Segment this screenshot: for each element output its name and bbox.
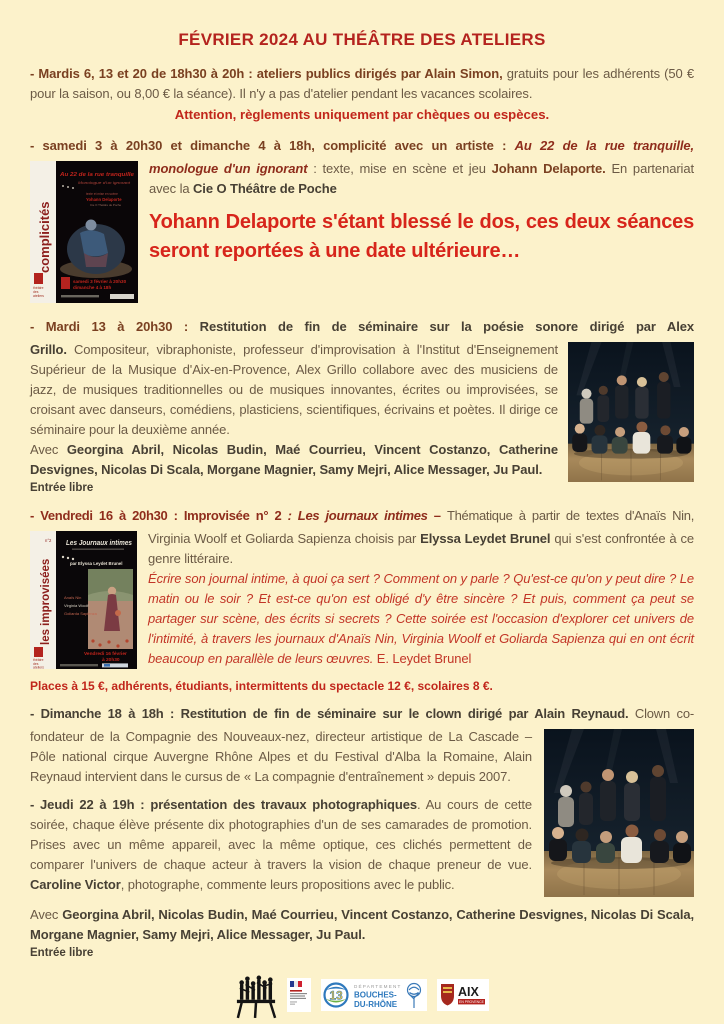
poesie-heading: - Mardi 13 à 20h30 : Restitution de fin de séminaire sur la poésie sonore dirigé par Alex <box>30 319 694 334</box>
poster2-side-sub2: des <box>33 662 39 666</box>
payment-notice: Attention, règlements uniquement par chèques ou espèces. <box>174 107 550 122</box>
complicite-heading: - samedi 3 à 20h30 et dimanche 4 à 18h, complicité avec un artiste : Au 22 de la rue tranquille, <box>30 138 695 153</box>
group-photo-graphic <box>544 729 694 897</box>
ensemble-photo-1 <box>568 342 694 482</box>
poesie-body: Grillo. Compositeur, vibraphoniste, professeur d'improvisation à l'Institut d'Enseignement Supérieur de la Musique d'Aix-en-Provence, Alex Grillo collabore avec des musiciens de jazz, de musiques traditionnelles ou de musiques innovantes, écrites ou improvisées, se croisant avec danseurs, comédiens, plasticiens, scientifiques, écrivains et poètes. Il dirige ce séminaire pour la deuxième année. <box>30 342 559 437</box>
poster1-date2: dimanche 4 à 18h <box>73 285 112 290</box>
clown-body: fondateur de la Compagnie des Nouveaux-nez, directeur artistique de La Cascade – Pôle national cirque Auvergne Rhône Alpes et du Festival d'Alba la Romaine, Alain Reynaud intervient dans le cursus de « La compagnie d'entraînement » depuis 2007. <box>30 729 532 784</box>
svg-text:13: 13 <box>329 988 343 1003</box>
page-title: FÉVRIER 2024 AU THÉÂTRE DES ATELIERS <box>178 30 546 49</box>
aix-sublabel: EN PROVENCE <box>459 1000 484 1005</box>
section-clown-et-travaux <box>30 704 694 961</box>
dept-line1: BOUCHES- <box>354 990 397 1000</box>
complicite-body: monologue d'un ignorant : texte, mise en scène et jeu Johann Delaporte. En partenariat avec la Cie O Théâtre de Poche <box>149 161 694 196</box>
departement-bouches-du-rhone-logo <box>321 979 427 1011</box>
poster1-side-sub1: théâtre <box>33 286 44 290</box>
poster1-title: Au 22 de la rue tranquille <box>58 172 135 178</box>
ateliers-paragraph: - Mardis 6, 13 et 20 de 18h30 à 20h : ateliers publics dirigés par Alain Simon, gratuits pour les adhérents (50 € pour la saison, ou 8,00 € la séance). Il n'y a pas d'atelier pendant les vacances scolaires. <box>30 66 694 101</box>
theatre-mark-icon <box>61 277 70 289</box>
poster-au-22-de-la-rue-tranquille <box>30 161 138 303</box>
footer-logos <box>30 971 694 1019</box>
ensemble-photo-2 <box>544 729 694 897</box>
prices-line: Places à 15 €, adhérents, étudiants, intermittents du spectacle 12 €, scolaires 8 €. <box>30 679 493 693</box>
poster2-title: Les Journaux intimes <box>66 540 133 547</box>
poster2-name1: Anaïs Nin <box>64 595 82 600</box>
poster2-date2: à 20h30 <box>102 658 120 663</box>
poster2-date1: Vendredi 16 février <box>84 652 127 657</box>
section-complicite <box>30 136 694 307</box>
free-entry-label: Entrée libre <box>30 947 94 959</box>
improvisee-quote: Écrire son journal intime, à quoi ça sert ? Comment on y parle ? Qu'est-ce qu'on y peut dire ? Le matin ou le soir ? Et est-ce qu'on est obligé d'y être sincère ? Et puis, comment ça peut se partager sur scène, des écrits si secrets ? Cette soirée est l'occasion d'explorer cet univers de l'intimité, à travers les journaux d'Anaïs Nin, Virginia Woolf et Goliarda Sapienza qui en ont écrit beaucoup en parallèle de leurs œuvres. E. Leydet Brunel <box>148 571 694 666</box>
prefet-region-logo <box>287 978 311 1012</box>
dept-label: DÉPARTEMENT <box>354 984 402 989</box>
poster1-side-sub3: ateliers <box>33 294 44 298</box>
travaux-paragraph: - Jeudi 22 à 19h : présentation des travaux photographiques. Au cours de cette soirée, chaque élève présente dix photographies d'un de ses camarades de promotion. Prises avec un même appareil, avec la même optique, ces clichés permettent de comparer l'univers de chaque acteur à travers la vision de chaque preneur de vue. Caroline Victor, photographe, commente leurs propositions avec le public. <box>30 797 532 892</box>
poster-complicites-graphic <box>30 161 138 303</box>
theatre-des-ateliers-logo <box>235 971 277 1019</box>
poster-les-journaux-intimes <box>30 531 137 669</box>
poster1-company: Cie O Théâtre de Poche <box>90 203 122 207</box>
section-improvisee <box>30 506 694 694</box>
free-entry-label: Entrée libre <box>30 482 94 494</box>
theatre-mark-icon <box>34 273 43 284</box>
section-ateliers <box>30 64 694 125</box>
improvisee-body: Virginia Woolf et Goliarda Sapienza choisis par Elyssa Leydet Brunel qui s'est confrontée à ce genre littéraire. <box>148 531 694 566</box>
poster2-side-label: les improvisées <box>40 558 52 645</box>
postponement-alert: Yohann Delaporte s'étant blessé le dos, ces deux séances seront reportées à une date ultérieure… <box>149 211 694 262</box>
aix-label: AIX <box>458 985 479 999</box>
poesie-cast: Avec Georgina Abril, Nicolas Budin, Maé Courrieu, Vincent Costanzo, Catherine Desvignes, Nicolas Di Scala, Morgane Magnier, Samy Mejri, Alice Messager, Ju Paul. <box>30 442 559 477</box>
departement-13-emblem-icon <box>325 984 348 1007</box>
poster-improvisees-graphic <box>30 531 137 669</box>
travaux-cast: Avec Georgina Abril, Nicolas Budin, Maé Courrieu, Vincent Costanzo, Catherine Desvignes, Nicolas Di Scala, Morgane Magnier, Samy Mejri, Alice Messager, Ju Paul. <box>30 907 695 942</box>
poster2-side-sub1: théâtre <box>33 658 44 662</box>
french-flag-icon <box>290 981 294 987</box>
poster1-date1: samedi 3 février à 20h30 <box>73 279 127 284</box>
section-poesie-sonore <box>30 317 694 496</box>
theatre-mark-icon <box>34 647 43 657</box>
poster1-side-sub2: des <box>33 290 39 294</box>
dept-line2: DU-RHÔNE <box>354 1000 398 1009</box>
poster2-side-sub3: ateliers <box>33 665 44 669</box>
poster2-name3: Goliarda Sapienza <box>64 611 97 616</box>
group-photo-graphic <box>568 342 694 482</box>
poster2-number: n°2 <box>45 538 52 543</box>
poster1-subtitle: Monologue d'un ignorant <box>78 180 132 185</box>
aix-shield-icon <box>441 984 454 1006</box>
poster1-author: Yohann Delaporte <box>86 197 122 202</box>
poster2-credit: par Elyssa Leydet Brunel <box>70 561 123 566</box>
aix-en-provence-logo <box>437 979 489 1011</box>
improvisee-heading: - Vendredi 16 à 20h30 : Improvisée n° 2 : Les journaux intimes – Thématique à partir de textes d'Anaïs Nin, <box>30 508 695 523</box>
poster2-name2: Virginia Woolf <box>64 603 89 608</box>
poster1-credit: texte et mise en scène <box>86 192 118 196</box>
poster1-side-label: complicités <box>37 201 52 273</box>
clown-heading: - Dimanche 18 à 18h : Restitution de fin de séminaire sur le clown dirigé par Alain Reynaud. Clown co- <box>30 706 694 721</box>
